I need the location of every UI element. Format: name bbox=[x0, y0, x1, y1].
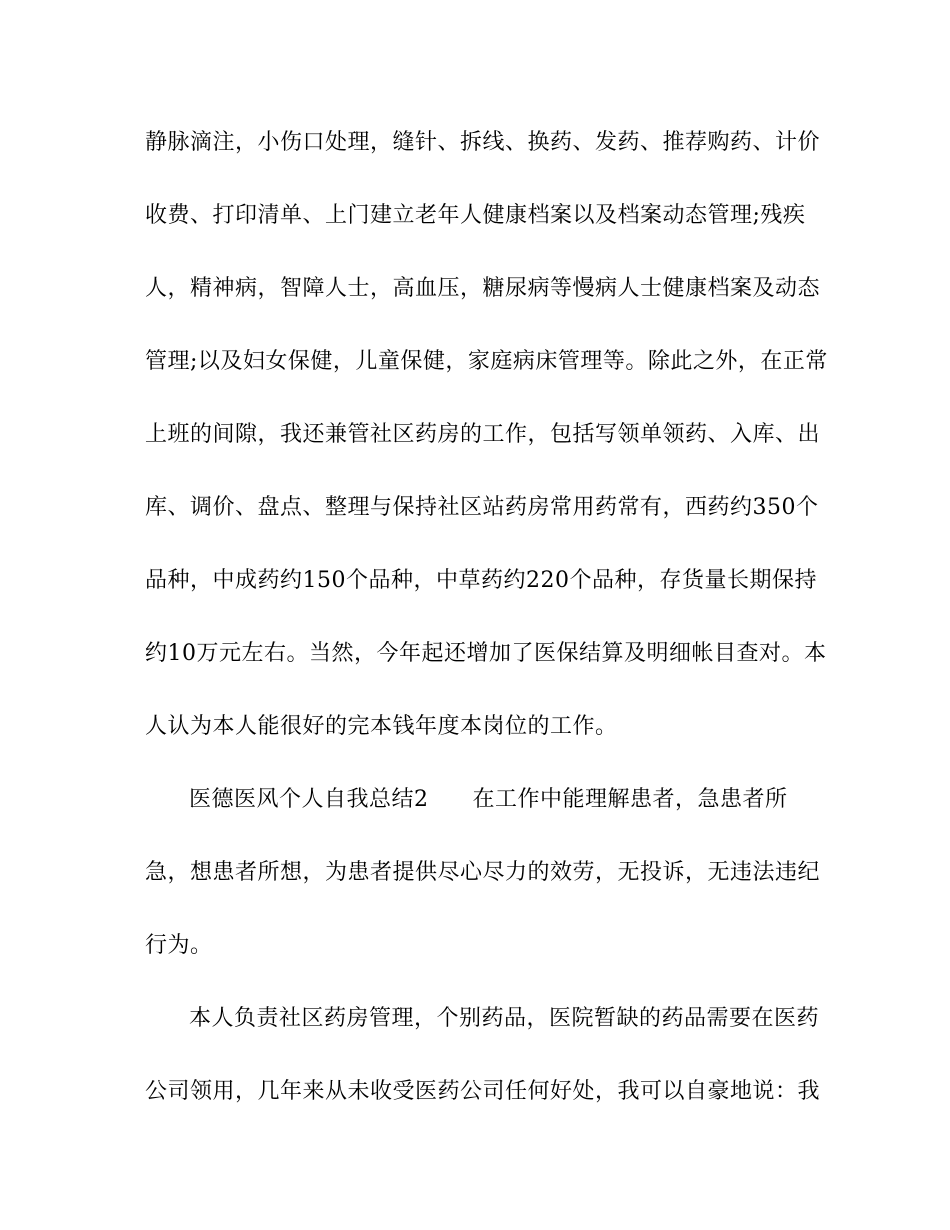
text-line: 收费、打印清单、上门建立老年人健康档案以及档案动态管理;残疾 bbox=[145, 203, 806, 228]
text-line: 上班的间隙，我还兼管社区药房的工作，包括写领单领药、入库、出 bbox=[145, 422, 821, 447]
text-line: 库、调价、盘点、整理与保持社区站药房常用药常有，西药约350个 bbox=[145, 495, 819, 520]
text-line: 本人负责社区药房管理，个别药品，医院暂缺的药品需要在医药 bbox=[189, 1006, 820, 1031]
section-heading: 医德医风个人自我总结2 bbox=[189, 787, 429, 812]
text-line: 约10万元左右。当然，今年起还增加了医保结算及明细帐目查对。本 bbox=[145, 641, 827, 666]
text-line: 品种，中成药约150个品种，中草药约220个品种，存货量长期保持 bbox=[145, 568, 817, 593]
section-first-line: 在工作中能理解患者，急患者所 bbox=[472, 787, 788, 812]
text-line: 急，想患者所想，为患者提供尽心尽力的效劳，无投诉，无违法违纪 bbox=[145, 860, 821, 885]
text-line: 行为。 bbox=[145, 933, 213, 958]
text-line: 公司领用，几年来从未收受医药公司任何好处，我可以自豪地说：我 bbox=[145, 1079, 821, 1104]
text-line: 管理;以及妇女保健，儿童保健，家庭病床管理等。除此之外，在正常 bbox=[145, 349, 828, 374]
text-line: 静脉滴注，小伤口处理，缝针、拆线、换药、发药、推荐购药、计价 bbox=[145, 130, 821, 155]
text-line: 人，精神病，智障人士，高血压，糖尿病等慢病人士健康档案及动态 bbox=[145, 276, 821, 301]
section-heading-line bbox=[189, 785, 788, 815]
text-line: 人认为本人能很好的完本钱年度本岗位的工作。 bbox=[145, 714, 618, 739]
